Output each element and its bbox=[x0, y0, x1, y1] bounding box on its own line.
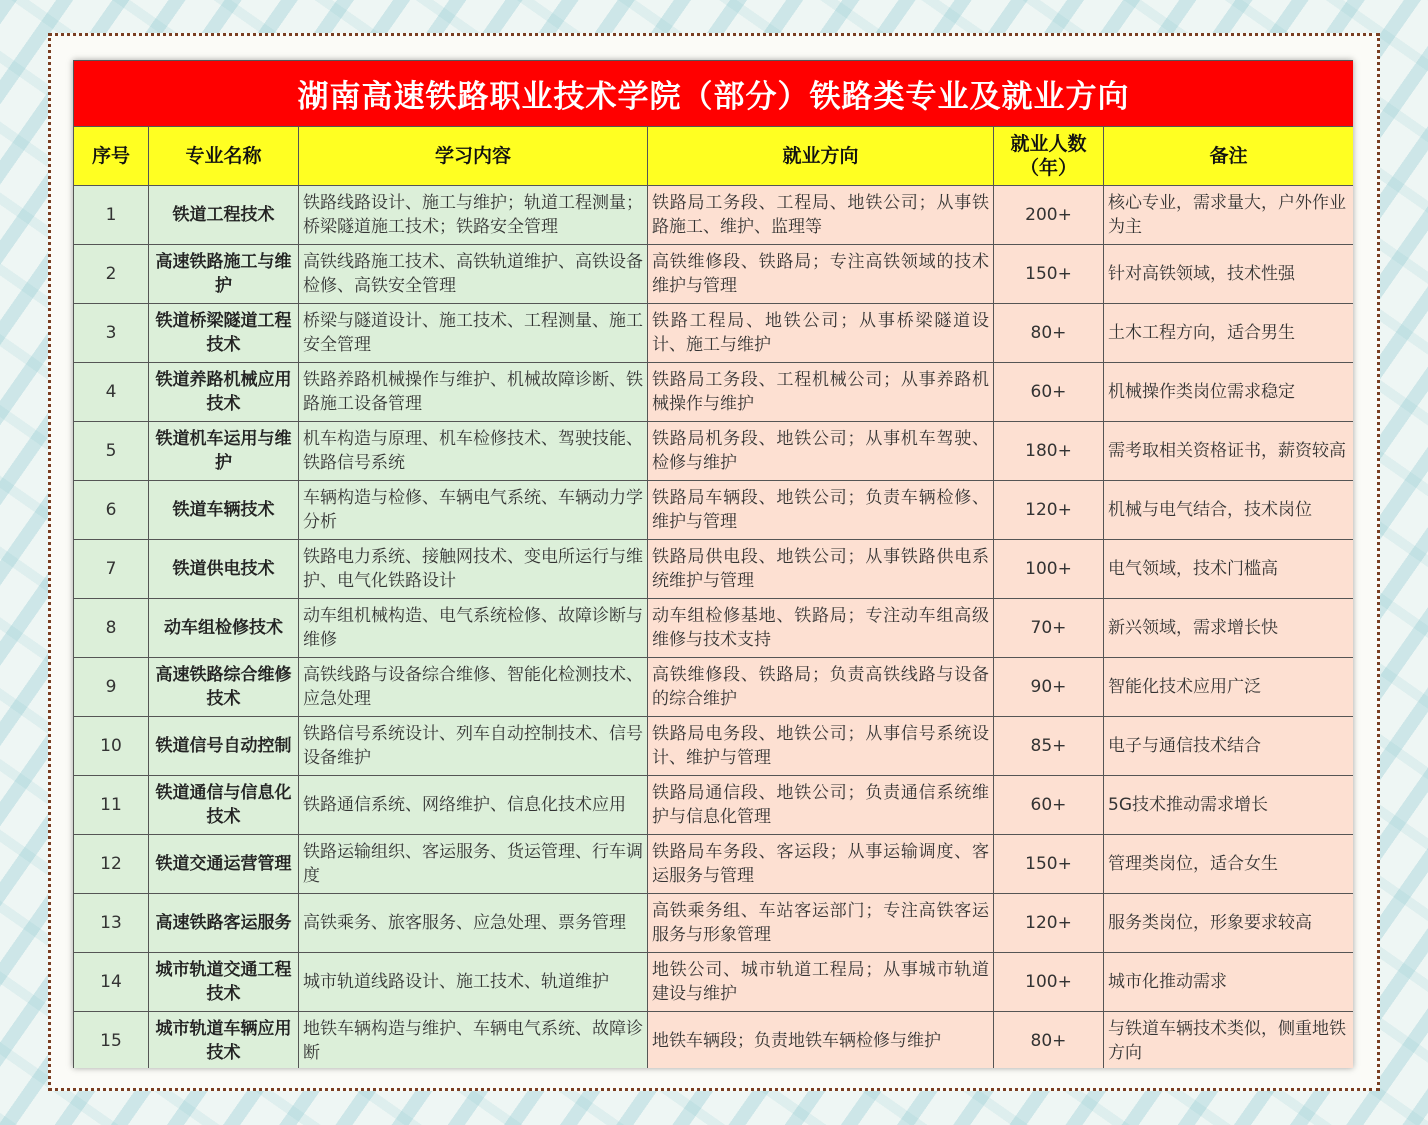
table-row bbox=[74, 835, 1354, 894]
cell-major: 高速铁路综合维修技术 bbox=[149, 658, 299, 717]
header-career: 就业方向 bbox=[648, 127, 994, 186]
cell-no: 15 bbox=[74, 1012, 149, 1069]
table-row bbox=[74, 1012, 1354, 1069]
cell-no: 11 bbox=[74, 776, 149, 835]
cell-no: 6 bbox=[74, 481, 149, 540]
cell-career: 铁路局机务段、地铁公司；从事机车驾驶、检修与维护 bbox=[648, 422, 994, 481]
header-count-line2: （年） bbox=[1019, 157, 1077, 179]
cell-study: 高铁线路与设备综合维修、智能化检测技术、应急处理 bbox=[299, 658, 648, 717]
table-row bbox=[74, 304, 1354, 363]
table-title: 湖南高速铁路职业技术学院（部分）铁路类专业及就业方向 bbox=[74, 61, 1354, 127]
cell-career: 铁路局供电段、地铁公司；从事铁路供电系统维护与管理 bbox=[648, 540, 994, 599]
majors-table bbox=[73, 60, 1353, 1068]
table-row bbox=[74, 717, 1354, 776]
cell-note: 5G技术推动需求增长 bbox=[1104, 776, 1354, 835]
cell-major: 铁道养路机械应用技术 bbox=[149, 363, 299, 422]
cell-no: 1 bbox=[74, 186, 149, 245]
cell-career: 地铁公司、城市轨道工程局；从事城市轨道建设与维护 bbox=[648, 953, 994, 1012]
table-row bbox=[74, 481, 1354, 540]
header-row bbox=[74, 127, 1354, 186]
cell-no: 3 bbox=[74, 304, 149, 363]
cell-count: 90+ bbox=[994, 658, 1104, 717]
cell-note: 针对高铁领域，技术性强 bbox=[1104, 245, 1354, 304]
cell-no: 4 bbox=[74, 363, 149, 422]
cell-career: 铁路局通信段、地铁公司；负责通信系统维护与信息化管理 bbox=[648, 776, 994, 835]
cell-major: 动车组检修技术 bbox=[149, 599, 299, 658]
cell-major: 铁道通信与信息化技术 bbox=[149, 776, 299, 835]
cell-count: 120+ bbox=[994, 894, 1104, 953]
table-row bbox=[74, 245, 1354, 304]
title-row bbox=[74, 61, 1354, 127]
cell-count: 100+ bbox=[994, 953, 1104, 1012]
cell-count: 150+ bbox=[994, 245, 1104, 304]
cell-count: 120+ bbox=[994, 481, 1104, 540]
cell-note: 服务类岗位，形象要求较高 bbox=[1104, 894, 1354, 953]
cell-study: 车辆构造与检修、车辆电气系统、车辆动力学分析 bbox=[299, 481, 648, 540]
cell-count: 80+ bbox=[994, 304, 1104, 363]
table-row bbox=[74, 953, 1354, 1012]
cell-career: 铁路局工务段、工程局、地铁公司；从事铁路施工、维护、监理等 bbox=[648, 186, 994, 245]
spreadsheet-table-container bbox=[73, 60, 1353, 1068]
cell-note: 电子与通信技术结合 bbox=[1104, 717, 1354, 776]
table-row bbox=[74, 776, 1354, 835]
cell-career: 动车组检修基地、铁路局；专注动车组高级维修与技术支持 bbox=[648, 599, 994, 658]
cell-count: 200+ bbox=[994, 186, 1104, 245]
cell-career: 铁路局车辆段、地铁公司；负责车辆检修、维护与管理 bbox=[648, 481, 994, 540]
cell-major: 城市轨道交通工程技术 bbox=[149, 953, 299, 1012]
header-major: 专业名称 bbox=[149, 127, 299, 186]
cell-major: 铁道工程技术 bbox=[149, 186, 299, 245]
header-count-line1: 就业人数 bbox=[1010, 133, 1087, 155]
cell-count: 60+ bbox=[994, 363, 1104, 422]
cell-note: 智能化技术应用广泛 bbox=[1104, 658, 1354, 717]
cell-major: 高速铁路施工与维护 bbox=[149, 245, 299, 304]
cell-career: 铁路局车务段、客运段；从事运输调度、客运服务与管理 bbox=[648, 835, 994, 894]
cell-no: 8 bbox=[74, 599, 149, 658]
cell-study: 机车构造与原理、机车检修技术、驾驶技能、铁路信号系统 bbox=[299, 422, 648, 481]
cell-study: 铁路通信系统、网络维护、信息化技术应用 bbox=[299, 776, 648, 835]
header-note: 备注 bbox=[1104, 127, 1354, 186]
table-row bbox=[74, 658, 1354, 717]
cell-no: 5 bbox=[74, 422, 149, 481]
cell-major: 铁道交通运营管理 bbox=[149, 835, 299, 894]
cell-career: 高铁乘务组、车站客运部门；专注高铁客运服务与形象管理 bbox=[648, 894, 994, 953]
cell-note: 电气领域，技术门槛高 bbox=[1104, 540, 1354, 599]
table-row bbox=[74, 186, 1354, 245]
cell-study: 高铁线路施工技术、高铁轨道维护、高铁设备检修、高铁安全管理 bbox=[299, 245, 648, 304]
cell-count: 80+ bbox=[994, 1012, 1104, 1069]
cell-no: 9 bbox=[74, 658, 149, 717]
cell-count: 100+ bbox=[994, 540, 1104, 599]
cell-note: 需考取相关资格证书，薪资较高 bbox=[1104, 422, 1354, 481]
table-row bbox=[74, 540, 1354, 599]
cell-study: 高铁乘务、旅客服务、应急处理、票务管理 bbox=[299, 894, 648, 953]
cell-study: 铁路信号系统设计、列车自动控制技术、信号设备维护 bbox=[299, 717, 648, 776]
cell-career: 铁路局电务段、地铁公司；从事信号系统设计、维护与管理 bbox=[648, 717, 994, 776]
cell-major: 铁道机车运用与维护 bbox=[149, 422, 299, 481]
cell-career: 地铁车辆段；负责地铁车辆检修与维护 bbox=[648, 1012, 994, 1069]
header-count bbox=[994, 127, 1104, 186]
cell-career: 铁路工程局、地铁公司；从事桥梁隧道设计、施工与维护 bbox=[648, 304, 994, 363]
cell-major: 铁道信号自动控制 bbox=[149, 717, 299, 776]
cell-count: 150+ bbox=[994, 835, 1104, 894]
cell-no: 10 bbox=[74, 717, 149, 776]
cell-note: 新兴领域，需求增长快 bbox=[1104, 599, 1354, 658]
cell-study: 铁路养路机械操作与维护、机械故障诊断、铁路施工设备管理 bbox=[299, 363, 648, 422]
cell-no: 12 bbox=[74, 835, 149, 894]
cell-study: 地铁车辆构造与维护、车辆电气系统、故障诊断 bbox=[299, 1012, 648, 1069]
header-study: 学习内容 bbox=[299, 127, 648, 186]
table-row bbox=[74, 599, 1354, 658]
cell-major: 铁道车辆技术 bbox=[149, 481, 299, 540]
cell-career: 铁路局工务段、工程机械公司；从事养路机械操作与维护 bbox=[648, 363, 994, 422]
cell-major: 城市轨道车辆应用技术 bbox=[149, 1012, 299, 1069]
cell-no: 14 bbox=[74, 953, 149, 1012]
cell-count: 180+ bbox=[994, 422, 1104, 481]
cell-study: 铁路线路设计、施工与维护；轨道工程测量；桥梁隧道施工技术；铁路安全管理 bbox=[299, 186, 648, 245]
table-row bbox=[74, 422, 1354, 481]
cell-count: 70+ bbox=[994, 599, 1104, 658]
cell-note: 土木工程方向，适合男生 bbox=[1104, 304, 1354, 363]
cell-study: 铁路电力系统、接触网技术、变电所运行与维护、电气化铁路设计 bbox=[299, 540, 648, 599]
table-row bbox=[74, 363, 1354, 422]
cell-study: 动车组机械构造、电气系统检修、故障诊断与维修 bbox=[299, 599, 648, 658]
cell-career: 高铁维修段、铁路局；专注高铁领域的技术维护与管理 bbox=[648, 245, 994, 304]
cell-note: 与铁道车辆技术类似，侧重地铁方向 bbox=[1104, 1012, 1354, 1069]
cell-study: 城市轨道线路设计、施工技术、轨道维护 bbox=[299, 953, 648, 1012]
cell-study: 铁路运输组织、客运服务、货运管理、行车调度 bbox=[299, 835, 648, 894]
cell-no: 13 bbox=[74, 894, 149, 953]
cell-major: 高速铁路客运服务 bbox=[149, 894, 299, 953]
cell-no: 7 bbox=[74, 540, 149, 599]
cell-study: 桥梁与隧道设计、施工技术、工程测量、施工安全管理 bbox=[299, 304, 648, 363]
cell-count: 85+ bbox=[994, 717, 1104, 776]
cell-count: 60+ bbox=[994, 776, 1104, 835]
cell-major: 铁道桥梁隧道工程技术 bbox=[149, 304, 299, 363]
cell-note: 机械操作类岗位需求稳定 bbox=[1104, 363, 1354, 422]
header-no: 序号 bbox=[74, 127, 149, 186]
cell-no: 2 bbox=[74, 245, 149, 304]
cell-career: 高铁维修段、铁路局；负责高铁线路与设备的综合维护 bbox=[648, 658, 994, 717]
table-row bbox=[74, 894, 1354, 953]
cell-note: 机械与电气结合，技术岗位 bbox=[1104, 481, 1354, 540]
cell-major: 铁道供电技术 bbox=[149, 540, 299, 599]
cell-note: 管理类岗位，适合女生 bbox=[1104, 835, 1354, 894]
cell-note: 城市化推动需求 bbox=[1104, 953, 1354, 1012]
cell-note: 核心专业，需求量大，户外作业为主 bbox=[1104, 186, 1354, 245]
